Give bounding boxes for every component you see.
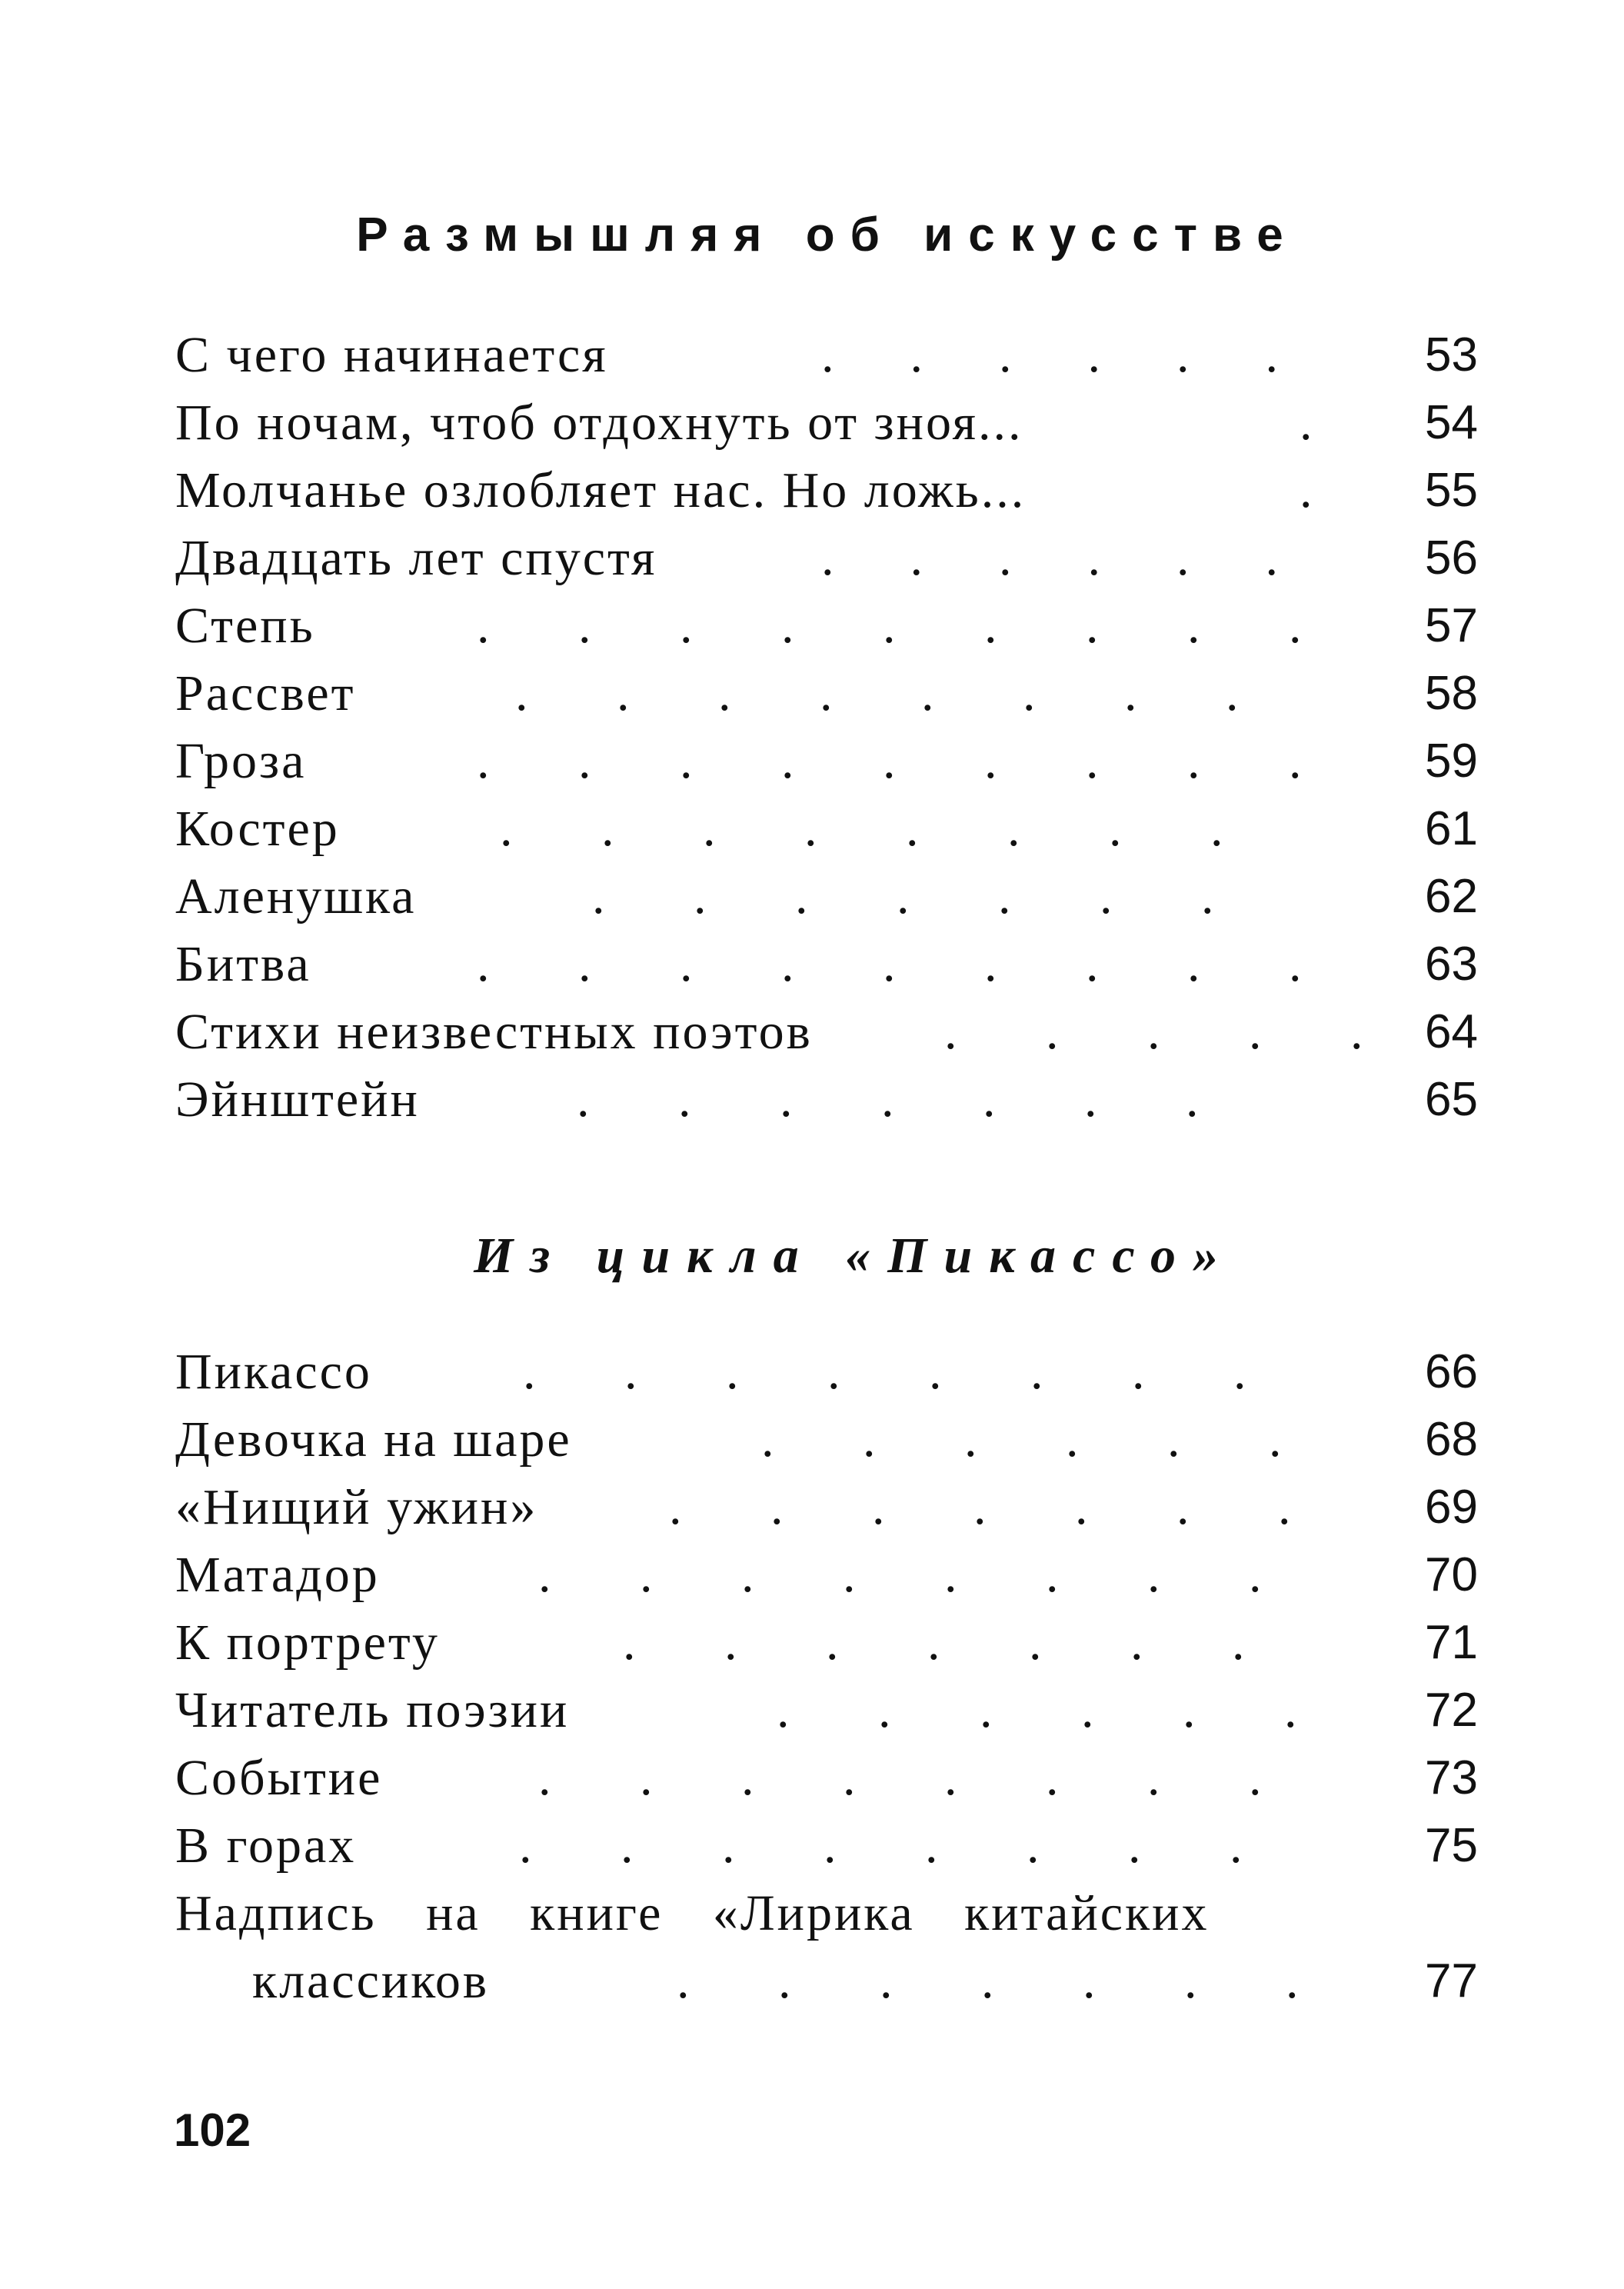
page-number: 70 xyxy=(1425,1548,1478,1601)
toc-entry xyxy=(0,1880,1624,2015)
page-number: 77 xyxy=(1425,1954,1478,2007)
page-number: 65 xyxy=(1425,1073,1478,1126)
page-folio: 102 xyxy=(174,2104,251,2156)
page-number: 68 xyxy=(1425,1413,1478,1466)
toc-entry xyxy=(0,525,1624,592)
page-number: 63 xyxy=(1425,938,1478,991)
dot-leader: . . . . . . . . . xyxy=(477,936,1302,992)
toc-entry xyxy=(0,1744,1624,1812)
page-number: 56 xyxy=(1425,531,1478,585)
entry-title: Стихи неизвестных поэтов xyxy=(175,1004,813,1060)
toc-entry xyxy=(0,795,1624,863)
dot-leader: . . . . . . . . xyxy=(523,1344,1246,1400)
toc-entry xyxy=(0,389,1624,457)
dot-leader: . xyxy=(1300,462,1313,518)
entry-title: В горах xyxy=(175,1818,357,1874)
entry-title: Читатель поэзии xyxy=(175,1682,570,1738)
entry-title: Девочка на шаре xyxy=(175,1411,572,1468)
dot-leader: . . . . . . xyxy=(761,1411,1282,1468)
dot-leader: . . . . . . . xyxy=(669,1479,1291,1535)
toc-entry xyxy=(0,728,1624,795)
dot-leader: . . . . . . . xyxy=(592,868,1214,925)
entry-title-continuation: классиков xyxy=(252,1953,490,2009)
entry-title: Степь xyxy=(175,598,315,654)
page-number: 59 xyxy=(1425,735,1478,788)
toc-entry xyxy=(0,1066,1624,1134)
entry-title: Эйнштейн xyxy=(175,1071,420,1128)
page-number: 71 xyxy=(1425,1616,1478,1669)
page-number: 58 xyxy=(1425,667,1478,720)
dot-leader: . . . . . . . . . xyxy=(477,598,1302,654)
entry-title: По ночам, чтоб отдохнуть от зноя... xyxy=(175,395,1023,451)
entry-title: Костер xyxy=(175,801,340,857)
toc-entry xyxy=(0,863,1624,931)
entry-title: Аленушка xyxy=(175,868,417,925)
entry-title: Гроза xyxy=(175,733,307,789)
page-number: 53 xyxy=(1425,328,1478,382)
toc-entry xyxy=(0,1406,1624,1474)
dot-leader: . . . . . . xyxy=(821,530,1278,586)
page-number: 55 xyxy=(1425,464,1478,517)
dot-leader: . . . . . . . . xyxy=(538,1750,1262,1806)
dot-leader: . . . . . . . xyxy=(623,1614,1245,1671)
page-number: 72 xyxy=(1425,1684,1478,1737)
toc-list xyxy=(0,1338,1624,2015)
toc-entry xyxy=(0,1812,1624,1880)
toc-entry xyxy=(0,1677,1624,1744)
dot-leader: . . . . . xyxy=(944,1004,1363,1060)
entry-title: Битва xyxy=(175,936,311,992)
entry-title: К портрету xyxy=(175,1614,440,1671)
page-number: 75 xyxy=(1425,1819,1478,1872)
page-number: 66 xyxy=(1425,1345,1478,1398)
dot-leader: . . . . . . xyxy=(821,327,1278,383)
toc-entry xyxy=(0,660,1624,728)
entry-title: Матадор xyxy=(175,1547,380,1603)
toc-entry xyxy=(0,1541,1624,1609)
toc-entry xyxy=(0,457,1624,525)
dot-leader: . . . . . . . . . xyxy=(477,733,1302,789)
toc-entry xyxy=(0,322,1624,389)
dot-leader: . . . . . . . . xyxy=(519,1818,1243,1874)
dot-leader: . . . . . . xyxy=(777,1682,1297,1738)
toc-entry xyxy=(0,592,1624,660)
dot-leader: . . . . . . . . xyxy=(500,801,1223,857)
page-number: 64 xyxy=(1425,1005,1478,1058)
entry-title: Событие xyxy=(175,1750,383,1806)
entry-title: С чего начинается xyxy=(175,327,608,383)
toc-list xyxy=(0,322,1624,1134)
entry-title: Рассвет xyxy=(175,665,356,721)
toc-entry xyxy=(0,998,1624,1066)
entry-title: «Нищий ужин» xyxy=(175,1479,538,1535)
dot-leader: . . . . . . . . xyxy=(538,1547,1262,1603)
page-number: 73 xyxy=(1425,1751,1478,1804)
page-number: 62 xyxy=(1425,870,1478,923)
entry-title: Пикассо xyxy=(175,1344,372,1400)
toc-entry xyxy=(0,1474,1624,1541)
section-heading: Из цикла «Пикассо» xyxy=(474,1228,1235,1284)
page-number: 57 xyxy=(1425,599,1478,652)
toc-entry xyxy=(0,931,1624,998)
dot-leader: . . . . . . . . xyxy=(515,665,1239,721)
page-number: 54 xyxy=(1425,396,1478,449)
dot-leader: . . . . . . . xyxy=(677,1953,1299,2009)
entry-title-line: Надпись на книге «Лирика китайских xyxy=(175,1885,1210,1941)
entry-title: Двадцать лет спустя xyxy=(175,530,657,586)
dot-leader: . . . . . . . xyxy=(577,1071,1199,1128)
page-number: 61 xyxy=(1425,802,1478,855)
entry-title: Молчанье озлобляет нас. Но ложь... xyxy=(175,462,1027,518)
toc-entry xyxy=(0,1609,1624,1677)
section-heading: Размышляя об искусстве xyxy=(356,208,1299,262)
dot-leader: . xyxy=(1300,395,1313,451)
page-number: 69 xyxy=(1425,1481,1478,1534)
toc-entry xyxy=(0,1338,1624,1406)
